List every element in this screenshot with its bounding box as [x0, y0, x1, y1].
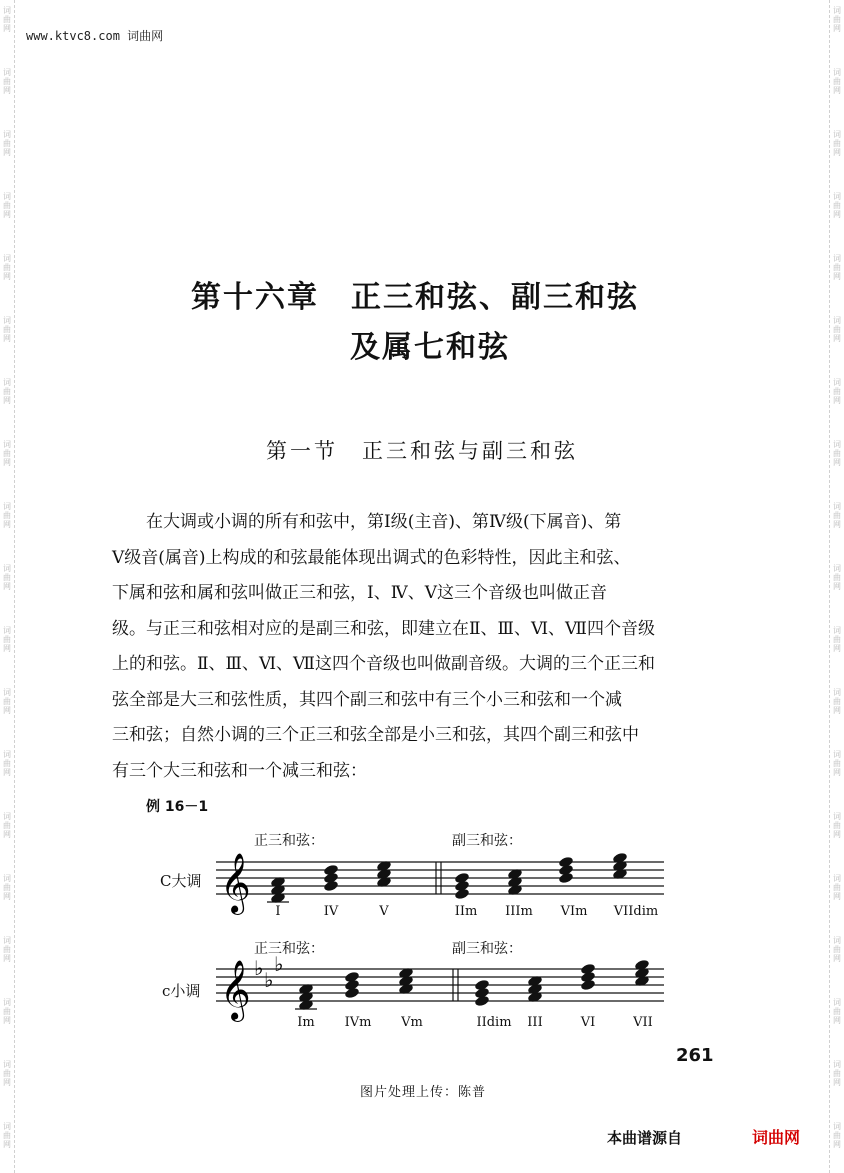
top-watermark: www.ktvc8.com 词曲网: [26, 29, 164, 43]
watermark-char: 网: [833, 458, 841, 467]
watermark-char: 曲: [833, 511, 841, 520]
watermark-char: 网: [3, 582, 11, 591]
watermark-char: 曲: [3, 759, 11, 768]
watermark-char: 网: [833, 520, 841, 529]
watermark-char: 词: [833, 6, 841, 15]
watermark-char: 词: [3, 6, 11, 15]
watermark-char: 词: [3, 1122, 11, 1131]
chapter-title-line-2: 及属七和弦: [350, 330, 510, 365]
watermark-char: 曲: [3, 821, 11, 830]
watermark-char: 网: [833, 334, 841, 343]
watermark-char: 网: [833, 210, 841, 219]
watermark-char: 曲: [3, 387, 11, 396]
major-numeral: VIIdim: [613, 904, 659, 919]
watermark-char: 曲: [3, 1007, 11, 1016]
watermark-char: 曲: [833, 1007, 841, 1016]
paragraph-line: 三和弦；自然小调的三个正三和弦全部是小三和弦，其四个副三和弦中: [112, 725, 639, 745]
watermark-char: 曲: [3, 201, 11, 210]
watermark-char: 曲: [833, 1069, 841, 1078]
watermark-char: 词: [3, 998, 11, 1007]
major-staff: [216, 853, 664, 915]
source-text: 本曲谱源自: [607, 1129, 683, 1147]
watermark-char: 曲: [3, 635, 11, 644]
watermark-char: 网: [3, 768, 11, 777]
watermark-char: 网: [3, 334, 11, 343]
paragraph-line: 有三个大三和弦和一个减三和弦：: [112, 760, 367, 781]
watermark-char: 网: [833, 396, 841, 405]
watermark-char: 曲: [3, 139, 11, 148]
watermark-char: 网: [833, 1078, 841, 1087]
flat-icon: ♭: [264, 968, 274, 992]
major-numeral: IIm: [454, 904, 478, 919]
watermark-char: 网: [833, 1140, 841, 1149]
watermark-char: 网: [833, 24, 841, 33]
watermark-char: 曲: [3, 15, 11, 24]
watermark-char: 词: [3, 936, 11, 945]
watermark-char: 网: [3, 954, 11, 963]
watermark-char: 词: [833, 254, 841, 263]
minor-primary-label: 正三和弦：: [254, 941, 324, 957]
watermark-char: 词: [833, 192, 841, 201]
major-numeral: VIm: [560, 904, 588, 919]
watermark-char: 曲: [833, 387, 841, 396]
watermark-char: 词: [3, 378, 11, 387]
watermark-char: 词: [833, 998, 841, 1007]
minor-numeral: III: [527, 1015, 543, 1030]
watermark-char: 词: [3, 316, 11, 325]
watermark-char: 词: [833, 812, 841, 821]
watermark-char: 网: [3, 830, 11, 839]
watermark-char: 词: [3, 68, 11, 77]
example-label: 例 16－1: [146, 799, 209, 815]
watermark-char: 词: [3, 564, 11, 573]
watermark-char: 网: [833, 272, 841, 281]
watermark-char: 词: [833, 68, 841, 77]
watermark-char: 曲: [3, 945, 11, 954]
watermark-char: 曲: [833, 883, 841, 892]
major-numeral: V: [379, 904, 389, 919]
flat-icon: ♭: [274, 952, 284, 976]
watermark-char: 曲: [3, 325, 11, 334]
watermark-char: 网: [3, 520, 11, 529]
watermark-char: 词: [3, 1060, 11, 1069]
watermark-char: 网: [3, 148, 11, 157]
watermark-char: 词: [833, 626, 841, 635]
paragraph-line: Ⅴ级音(属音)上构成的和弦最能体现出调式的色彩特性，因此主和弦、: [112, 547, 631, 568]
watermark-char: 曲: [833, 263, 841, 272]
watermark-char: 词: [3, 440, 11, 449]
watermark-char: 曲: [833, 139, 841, 148]
watermark-char: 词: [833, 316, 841, 325]
watermark-char: 网: [3, 458, 11, 467]
watermark-char: 词: [3, 626, 11, 635]
minor-numeral: VI: [580, 1015, 596, 1030]
watermark-char: 曲: [833, 1131, 841, 1140]
watermark-char: 网: [3, 86, 11, 95]
paragraph-line: 级。与正三和弦相对应的是副三和弦，即建立在Ⅱ、Ⅲ、Ⅵ、Ⅶ四个音级: [112, 618, 655, 639]
watermark-char: 词: [833, 440, 841, 449]
watermark-char: 曲: [833, 821, 841, 830]
watermark-char: 词: [833, 1060, 841, 1069]
watermark-char: 网: [3, 1078, 11, 1087]
watermark-char: 网: [3, 644, 11, 653]
watermark-char: 网: [3, 24, 11, 33]
watermark-char: 网: [833, 1016, 841, 1025]
watermark-char: 曲: [3, 511, 11, 520]
minor-numeral: VII: [633, 1015, 653, 1030]
section-title: 第一节 正三和弦与副三和弦: [266, 439, 578, 463]
major-secondary-label: 副三和弦：: [452, 833, 522, 849]
watermark-char: 词: [3, 750, 11, 759]
watermark-char: 曲: [833, 697, 841, 706]
watermark-char: 词: [3, 688, 11, 697]
watermark-char: 网: [833, 148, 841, 157]
paragraph-line: 在大调或小调的所有和弦中，第Ⅰ级(主音)、第Ⅳ级(下属音)、第: [112, 512, 622, 532]
paragraph-line: 上的和弦。Ⅱ、Ⅲ、Ⅵ、Ⅶ这四个音级也叫做副音级。大调的三个正三和: [112, 654, 655, 674]
watermark-char: 网: [833, 644, 841, 653]
watermark-char: 词: [3, 874, 11, 883]
watermark-char: 曲: [3, 1131, 11, 1140]
watermark-char: 曲: [833, 201, 841, 210]
watermark-char: 曲: [833, 759, 841, 768]
treble-clef-icon: 𝄞: [220, 853, 251, 913]
watermark-char: 词: [3, 192, 11, 201]
page-number: 261: [676, 1045, 714, 1066]
major-numeral: I: [275, 904, 281, 919]
watermark-char: 词: [833, 378, 841, 387]
watermark-char: 词: [3, 130, 11, 139]
watermark-char: 网: [833, 582, 841, 591]
watermark-char: 网: [3, 272, 11, 281]
watermark-char: 词: [833, 688, 841, 697]
watermark-char: 曲: [833, 573, 841, 582]
watermark-char: 网: [3, 396, 11, 405]
watermark-char: 词: [3, 502, 11, 511]
watermark-char: 曲: [3, 77, 11, 86]
treble-clef-icon: 𝄞: [220, 960, 251, 1020]
watermark-char: 网: [3, 210, 11, 219]
watermark-char: 词: [833, 750, 841, 759]
minor-secondary-label: 副三和弦：: [452, 941, 522, 957]
watermark-char: 网: [833, 768, 841, 777]
watermark-char: 词: [3, 254, 11, 263]
minor-numeral: Im: [297, 1015, 315, 1030]
watermark-char: 词: [833, 936, 841, 945]
watermark-char: 网: [3, 1140, 11, 1149]
watermark-char: 网: [3, 706, 11, 715]
watermark-char: 词: [833, 502, 841, 511]
watermark-char: 曲: [833, 15, 841, 24]
minor-numeral: IIdim: [476, 1015, 512, 1030]
major-primary-label: 正三和弦：: [254, 833, 324, 849]
watermark-char: 曲: [3, 263, 11, 272]
minor-numeral: Vm: [401, 1015, 423, 1030]
watermark-char: 词: [3, 812, 11, 821]
flat-icon: ♭: [254, 956, 264, 980]
upload-credit: 图片处理上传：陈普: [360, 1085, 487, 1100]
watermark-char: 词: [833, 874, 841, 883]
watermark-char: 网: [833, 892, 841, 901]
watermark-char: 词: [833, 1122, 841, 1131]
minor-numeral: IVm: [344, 1015, 372, 1030]
watermark-char: 曲: [833, 449, 841, 458]
paragraph-line: 弦全部是大三和弦性质，其四个副三和弦中有三个小三和弦和一个减: [112, 689, 622, 710]
major-key-label: C大调: [160, 872, 202, 890]
watermark-char: 词: [833, 564, 841, 573]
source-brand: 词曲网: [752, 1128, 801, 1147]
major-numeral: IV: [323, 904, 339, 919]
minor-key-label: c小调: [162, 982, 201, 1000]
watermark-char: 曲: [3, 573, 11, 582]
watermark-char: 网: [3, 892, 11, 901]
major-numeral: IIIm: [505, 904, 533, 919]
watermark-char: 网: [3, 1016, 11, 1025]
chapter-title-line-1: 第十六章 正三和弦、副三和弦: [191, 280, 639, 315]
watermark-char: 网: [833, 954, 841, 963]
watermark-char: 词: [833, 130, 841, 139]
watermark-char: 曲: [3, 449, 11, 458]
watermark-char: 网: [833, 86, 841, 95]
minor-staff: [216, 952, 664, 1022]
watermark-char: 网: [833, 706, 841, 715]
watermark-char: 曲: [833, 77, 841, 86]
watermark-char: 曲: [3, 883, 11, 892]
watermark-char: 曲: [3, 1069, 11, 1078]
paragraph-line: 下属和弦和属和弦叫做正三和弦，Ⅰ、Ⅳ、Ⅴ这三个音级也叫做正音: [112, 583, 607, 603]
watermark-char: 曲: [833, 635, 841, 644]
watermark-char: 曲: [833, 325, 841, 334]
watermark-char: 曲: [833, 945, 841, 954]
watermark-char: 网: [833, 830, 841, 839]
watermark-char: 曲: [3, 697, 11, 706]
